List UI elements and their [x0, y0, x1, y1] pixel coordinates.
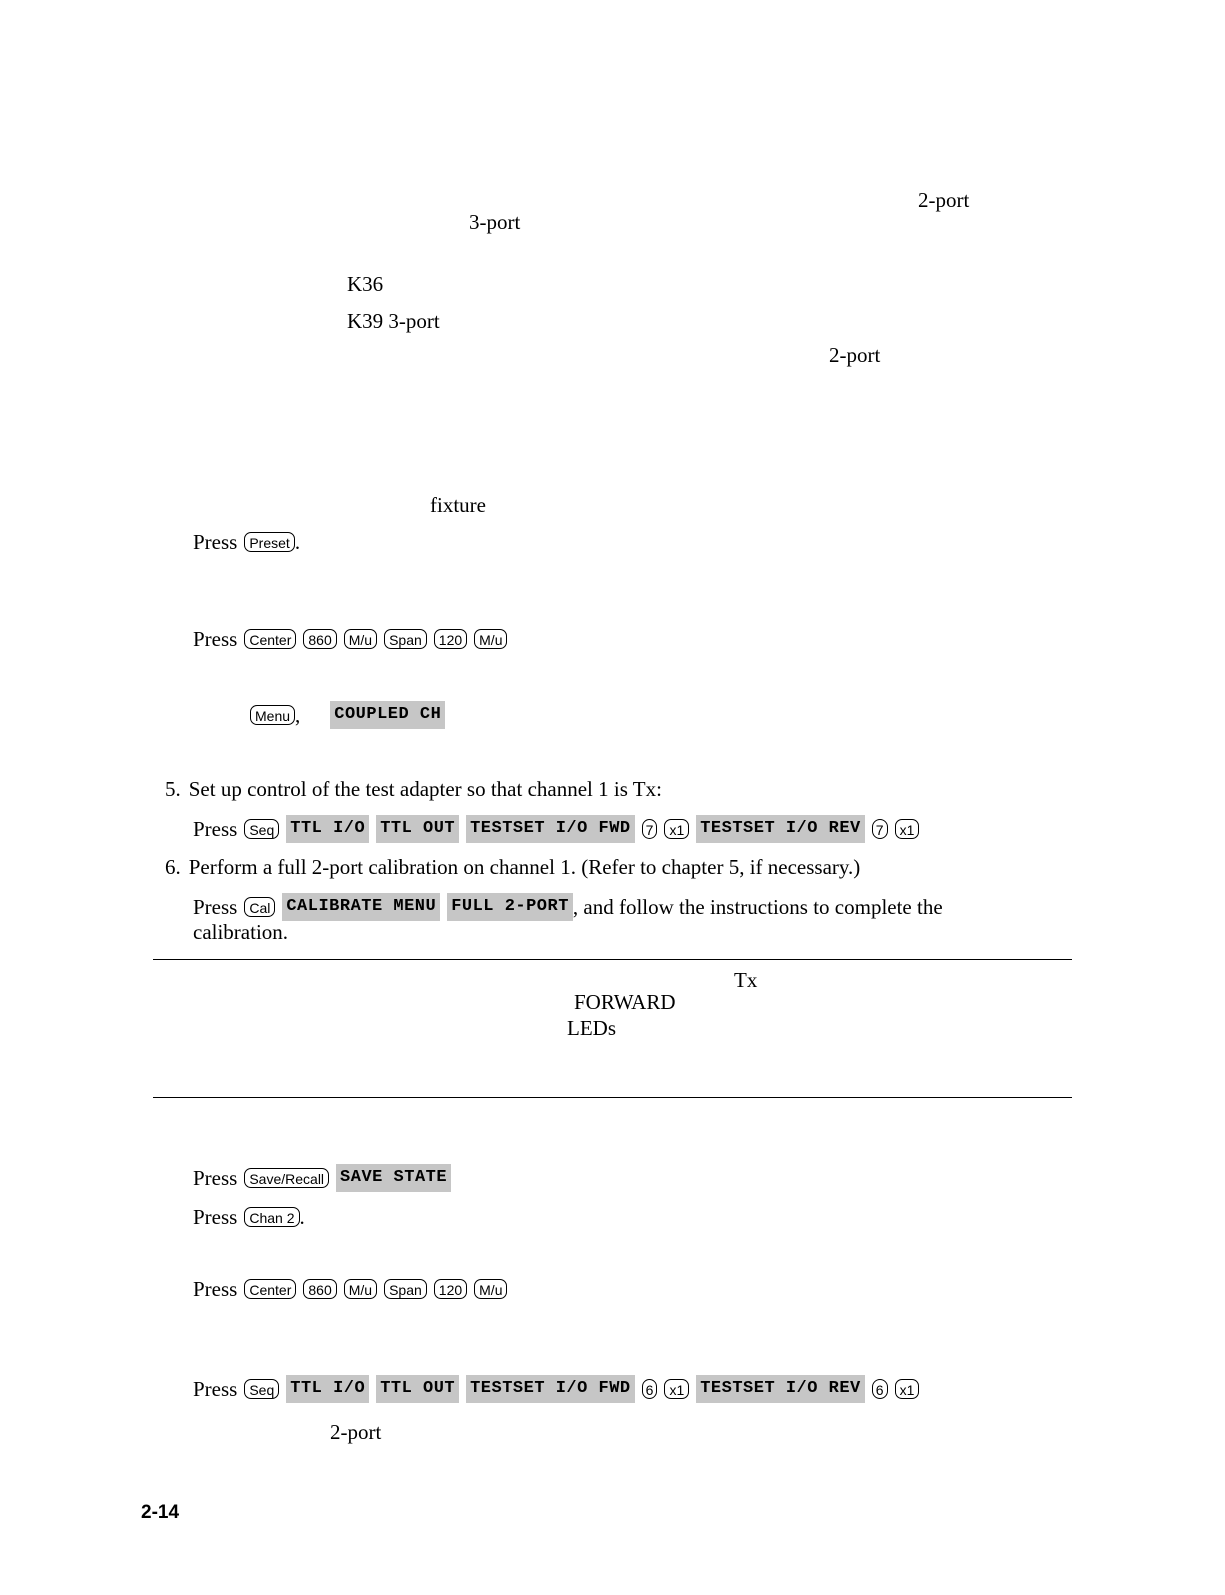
menu-key[interactable]: Menu [250, 705, 295, 725]
save-state-softkey[interactable]: SAVE STATE [336, 1164, 451, 1192]
key-120[interactable]: 120 [434, 1279, 467, 1299]
press-label: Press [193, 627, 238, 651]
press-seq-fwd-rev-line-2 [193, 1375, 926, 1403]
step-text: calibration. [193, 920, 289, 944]
press-cal-line [193, 893, 950, 921]
step-text: , and follow the instructions to complete the [572, 895, 943, 919]
x1-key[interactable]: x1 [895, 1379, 920, 1399]
span-key[interactable]: Span [384, 1279, 427, 1299]
text-fragment: 2-port [918, 188, 970, 212]
text-fragment: K36 [347, 272, 384, 296]
ttl-out-softkey[interactable]: TTL OUT [376, 815, 459, 843]
press-center-span-line-2 [193, 1277, 514, 1301]
key-6[interactable]: 6 [872, 1379, 888, 1399]
save-recall-key[interactable]: Save/Recall [244, 1168, 329, 1188]
ttl-out-softkey[interactable]: TTL OUT [376, 1375, 459, 1403]
press-label: Press [193, 817, 238, 841]
cal-key[interactable]: Cal [244, 897, 275, 917]
step-number: 5. [165, 777, 181, 801]
center-key[interactable]: Center [244, 1279, 296, 1299]
calibrate-menu-softkey[interactable]: CALIBRATE MENU [282, 893, 440, 921]
seq-key[interactable]: Seq [244, 1379, 279, 1399]
press-label: Press [193, 1205, 238, 1229]
page-number: 2-14 [141, 1502, 180, 1523]
text-fragment: K39 3-port [347, 309, 440, 333]
span-key[interactable]: Span [384, 629, 427, 649]
step-text: Perform a full 2-port calibration on channel 1. (Refer to chapter 5, if necessary.) [188, 855, 861, 879]
press-save-line [193, 1164, 458, 1192]
comma: , [295, 703, 301, 727]
menu-coupled-line [250, 701, 452, 729]
coupled-ch-softkey[interactable]: COUPLED CH [330, 701, 445, 729]
x1-key[interactable]: x1 [895, 819, 920, 839]
testset-rev-softkey[interactable]: TESTSET I/O REV [696, 815, 865, 843]
text-fragment: fixture [430, 493, 486, 517]
step-number: 6. [165, 855, 181, 879]
press-label: Press [193, 895, 238, 919]
key-6[interactable]: 6 [642, 1379, 658, 1399]
ttl-io-softkey[interactable]: TTL I/O [286, 1375, 369, 1403]
divider [153, 959, 1072, 960]
text-fragment: 3-port [469, 210, 521, 234]
chan2-key[interactable]: Chan 2 [244, 1207, 299, 1227]
testset-fwd-softkey[interactable]: TESTSET I/O FWD [466, 815, 635, 843]
press-chan2-line [193, 1205, 312, 1229]
text-fragment: Tx [734, 968, 758, 992]
mu-key[interactable]: M/u [344, 1279, 377, 1299]
text-fragment: 2-port [829, 343, 881, 367]
text-fragment: 2-port [330, 1420, 382, 1444]
key-860[interactable]: 860 [303, 1279, 336, 1299]
divider [153, 1097, 1072, 1098]
mu-key[interactable]: M/u [344, 629, 377, 649]
center-key[interactable]: Center [244, 629, 296, 649]
testset-fwd-softkey[interactable]: TESTSET I/O FWD [466, 1375, 635, 1403]
step-5 [165, 777, 669, 801]
key-120[interactable]: 120 [434, 629, 467, 649]
press-label: Press [193, 1166, 238, 1190]
step-text: Set up control of the test adapter so that channel 1 is Tx: [188, 777, 662, 801]
press-label: Press [193, 530, 238, 554]
press-label: Press [193, 1277, 238, 1301]
key-860[interactable]: 860 [303, 629, 336, 649]
ttl-io-softkey[interactable]: TTL I/O [286, 815, 369, 843]
press-center-span-line-1 [193, 627, 514, 651]
press-label: Press [193, 1377, 238, 1401]
testset-rev-softkey[interactable]: TESTSET I/O REV [696, 1375, 865, 1403]
full-2port-softkey[interactable]: FULL 2-PORT [447, 893, 573, 921]
mu-key[interactable]: M/u [474, 629, 507, 649]
preset-key[interactable]: Preset [244, 532, 294, 552]
period: . [294, 530, 301, 554]
period: . [299, 1205, 305, 1229]
step-6 [165, 855, 867, 879]
seq-key[interactable]: Seq [244, 819, 279, 839]
text-fragment: LEDs [567, 1016, 616, 1040]
text-fragment: FORWARD [574, 990, 676, 1014]
press-preset-line [193, 530, 307, 554]
x1-key[interactable]: x1 [664, 1379, 689, 1399]
mu-key[interactable]: M/u [474, 1279, 507, 1299]
key-7[interactable]: 7 [642, 819, 658, 839]
x1-key[interactable]: x1 [664, 819, 689, 839]
key-7[interactable]: 7 [872, 819, 888, 839]
press-seq-fwd-rev-line-1 [193, 815, 926, 843]
